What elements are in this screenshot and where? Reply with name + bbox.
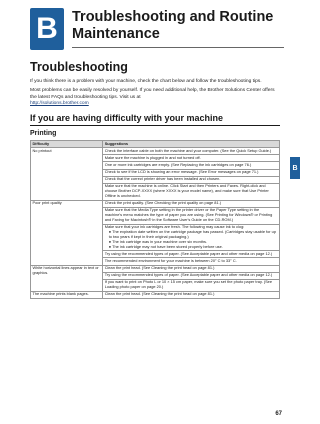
chapter-badge: B bbox=[30, 8, 64, 50]
bullet-icon: ● bbox=[108, 243, 113, 249]
difficulty-cell: Poor print quality bbox=[31, 200, 103, 265]
suggestion-cell: The recommended environment for your machine is between 20° C to 33° C. bbox=[103, 258, 280, 265]
section-title: Troubleshooting bbox=[30, 60, 128, 74]
suggestion-text: Make sure that your ink cartridges are fresh. The following may cause ink to clog: bbox=[104, 224, 245, 230]
side-tab: B bbox=[290, 157, 300, 179]
suggestion-cell: Check the print quality. (See Checking the print quality on page 81.) bbox=[103, 200, 280, 207]
printing-heading: Printing bbox=[30, 130, 57, 138]
suggestion-cell: Try using the recommended types of paper. (See Acceptable paper and other media on page 12.) bbox=[103, 251, 280, 258]
bullet-icon: ● bbox=[108, 238, 113, 244]
bullet-text: The ink cartridge was in your machine over six months. bbox=[112, 238, 208, 244]
suggestion-cell: Check that the correct printer driver has been installed and chosen. bbox=[103, 176, 280, 183]
suggestion-cell: Try using the recommended types of paper. (See Acceptable paper and other media on page 12.) bbox=[103, 272, 280, 279]
table-row bbox=[31, 265, 280, 272]
header-suggestions: Suggestions bbox=[103, 141, 280, 148]
table-row bbox=[31, 148, 280, 155]
suggestion-cell: If you want to print on Photo L or 10 × 15 cm paper, make sure you set the photo paper tray. (See Loading photo paper on page 20.) bbox=[103, 279, 280, 291]
help-paragraph bbox=[30, 88, 280, 107]
difficulty-cell: The machine prints blank pages. bbox=[31, 291, 103, 298]
difficulty-cell: White horizontal lines appear in text or graphics. bbox=[31, 265, 103, 291]
table-header-row bbox=[31, 141, 280, 148]
suggestion-cell: Clean the print head. (See Cleaning the print head on page 81.) bbox=[103, 291, 280, 298]
header-difficulty: Difficulty bbox=[31, 141, 103, 148]
suggestion-cell: Clean the print head. (See Cleaning the print head on page 81.) bbox=[103, 265, 280, 272]
intro-paragraph: If you think there is a problem with your machine, check the chart below and follow the troubleshooting tips. bbox=[30, 79, 262, 84]
troubleshooting-table bbox=[30, 140, 280, 299]
chapter-title: Troubleshooting and Routine Maintenance bbox=[72, 9, 274, 42]
suggestion-cell: Check to see if the LCD is showing an error message. (See Error messages on page 71.) bbox=[103, 169, 280, 176]
bullet-text: The expiration date written on the cartridge package has passed. (Cartridges stay usable for up to two years if kept in their original packaging.) bbox=[108, 229, 277, 240]
page-content bbox=[30, 60, 280, 299]
suggestion-cell: Make sure that the machine is online. Click Start and then Printers and Faxes. Right-click and choose Brother DCP-XXXX (where XXXX is your model name), and make sure that Use Printer Offline is unchecked. bbox=[103, 183, 280, 200]
page-number: 67 bbox=[275, 411, 282, 417]
difficulty-cell: No printout bbox=[31, 148, 103, 200]
help-text: Most problems can be easily resolved by yourself. If you need additional help, the Brother Solutions Center offers the latest FAQs and troubleshooting tips. Visit us at bbox=[30, 88, 275, 100]
table-row bbox=[31, 291, 280, 298]
suggestion-cell: Make sure that the Media Type setting in the printer driver or the Paper Type setting in the machine's menu matches the type of paper you are using. (See Printing for Windows® or Printing and Faxing for Macintosh® in the Software User's Guide on the CD-ROM.) bbox=[103, 207, 280, 224]
title-rule bbox=[72, 47, 284, 48]
bullet-text: The ink cartridge may not have been stored properly before use. bbox=[112, 243, 223, 249]
bullet-item bbox=[105, 245, 278, 250]
table-body bbox=[31, 148, 280, 299]
solutions-link[interactable]: http://solutions.brother.com bbox=[30, 100, 89, 106]
suggestion-cell: Check the interface cable on both the machine and your computer. (See the Quick Setup Guide.) bbox=[103, 148, 280, 155]
subsection-title: If you are having difficulty with your machine bbox=[30, 113, 280, 126]
suggestion-cell: Make sure the machine is plugged in and not turned off. bbox=[103, 155, 280, 162]
suggestion-cell: One or more ink cartridges are empty. (See Replacing the ink cartridges on page 76.) bbox=[103, 162, 280, 169]
bullet-icon: ● bbox=[108, 229, 113, 235]
suggestion-cell bbox=[103, 224, 280, 251]
table-row bbox=[31, 200, 280, 207]
